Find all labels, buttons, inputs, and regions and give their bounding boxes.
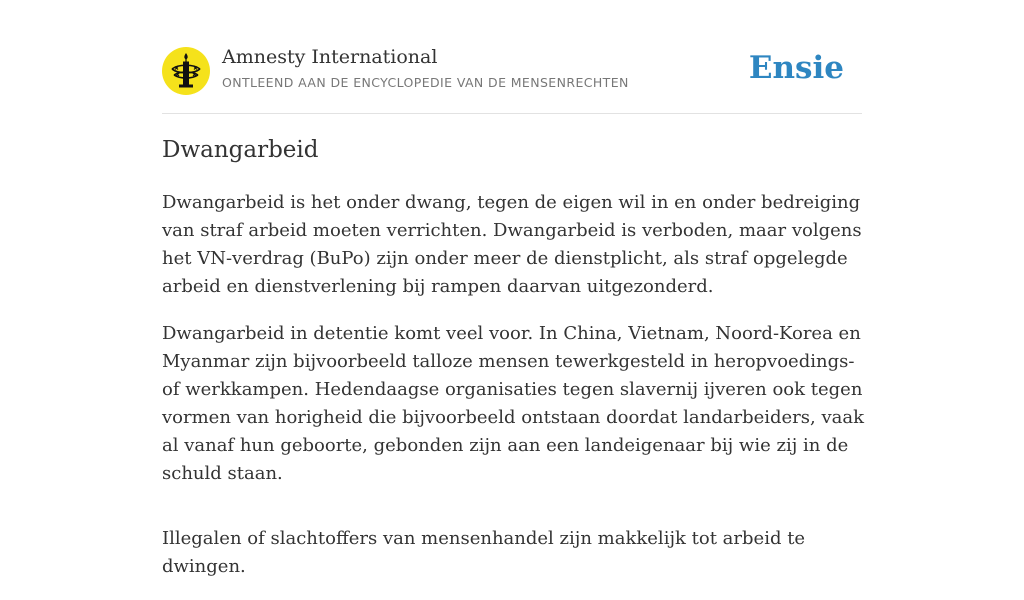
source-subtitle: ONTLEEND AAN DE ENCYCLOPEDIE VAN DE MENSENRECHTEN xyxy=(222,75,629,90)
article-title: Dwangarbeid xyxy=(162,137,319,163)
brand-logo[interactable]: Ensie xyxy=(748,50,844,86)
org-name[interactable]: Amnesty International xyxy=(222,46,438,68)
article-body xyxy=(162,189,868,600)
paragraph: Dwangarbeid in detentie komt veel voor. In China, Vietnam, Noord-Korea en Myanmar zijn bijvoorbeeld talloze mensen tewerkgesteld in heropvoedings- of werkkampen. Hedendaagse organisaties tegen slavernij ijveren ook tegen vormen van horigheid die bijvoorbeeld ontstaan doordat landarbeiders, vaak al vanaf hun geboorte, gebonden zijn aan een landeigenaar bij wie zij in de schuld staan. xyxy=(162,323,864,484)
candle-barbed-wire-icon[interactable] xyxy=(162,47,210,95)
paragraph: Dwangarbeid is het onder dwang, tegen de eigen wil in en onder bedreiging van straf arbeid moeten verrichten. Dwangarbeid is verboden, maar volgens het VN-verdrag (BuPo) zijn onder meer de dienstplicht, als straf opgelegde arbeid en dienstverlening bij rampen daarvan uitgezonderd. xyxy=(162,192,862,297)
header xyxy=(162,44,862,114)
paragraph: Illegalen of slachtoffers van mensenhandel zijn makkelijk tot arbeid te dwingen. xyxy=(162,528,806,577)
